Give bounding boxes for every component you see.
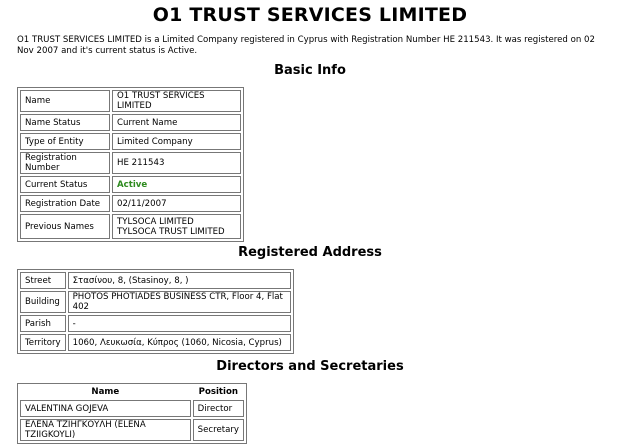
basic-info-heading: Basic Info	[274, 63, 346, 78]
intro-paragraph: O1 TRUST SERVICES LIMITED is a Limited Company registered in Cyprus with Registration Number HE 211543. It was registered on 02 Nov 2007 and it's current status is Active.	[17, 35, 595, 56]
table-row	[20, 291, 291, 313]
row-label: Street	[20, 272, 66, 289]
table-row	[20, 334, 291, 351]
row-value: Current Name	[112, 114, 241, 131]
row-label: Registration Date	[20, 195, 110, 212]
column-header-name: Name	[91, 387, 120, 397]
table-row	[20, 315, 291, 332]
row-label: Name Status	[20, 114, 110, 131]
row-label: Name	[20, 90, 110, 112]
status-active-value: Active	[112, 176, 241, 193]
table-header-row	[20, 386, 244, 398]
row-label: Type of Entity	[20, 133, 110, 150]
row-label: Building	[20, 291, 66, 313]
directors-heading: Directors and Secretaries	[216, 359, 404, 374]
row-label: Territory	[20, 334, 66, 351]
registered-address-table	[17, 269, 294, 354]
row-label: Parish	[20, 315, 66, 332]
table-row	[20, 419, 244, 441]
table-row	[20, 114, 241, 131]
table-row	[20, 176, 241, 193]
previous-name: TYLSOCA LIMITED	[117, 216, 194, 227]
row-value: Limited Company	[112, 133, 241, 150]
row-value: O1 TRUST SERVICES LIMITED	[112, 90, 241, 112]
row-label: Current Status	[20, 176, 110, 193]
row-value: PHOTOS PHOTIADES BUSINESS CTR, Floor 4, Flat 402	[68, 291, 291, 313]
row-value: Στασίνου, 8, (Stasinoy, 8, )	[68, 272, 291, 289]
table-row	[20, 133, 241, 150]
row-value: 02/11/2007	[112, 195, 241, 212]
registered-address-heading: Registered Address	[238, 245, 382, 260]
directors-table	[17, 383, 247, 444]
table-row	[20, 400, 244, 417]
column-header-position: Position	[198, 387, 238, 397]
row-value: -	[68, 315, 291, 332]
page-title: O1 TRUST SERVICES LIMITED	[152, 4, 468, 26]
row-label: Registration Number	[20, 152, 110, 174]
director-name: ΕΛΕΝΑ ΤΖΙΗΓΚΟΥΛΗ (ELENA TZIIGKOYLI)	[20, 419, 191, 441]
previous-names-value	[112, 214, 241, 239]
director-name: VALENTINA GOJEVA	[20, 400, 191, 417]
row-value: 1060, Λευκωσία, Κύπρος (1060, Nicosia, Cyprus)	[68, 334, 291, 351]
table-row	[20, 195, 241, 212]
director-position: Director	[193, 400, 244, 417]
director-position: Secretary	[193, 419, 244, 441]
table-row	[20, 152, 241, 174]
row-value: HE 211543	[112, 152, 241, 174]
table-row	[20, 272, 291, 289]
table-row	[20, 214, 241, 239]
table-row	[20, 90, 241, 112]
row-label: Previous Names	[20, 214, 110, 239]
previous-name: TYLSOCA TRUST LIMITED	[117, 226, 225, 237]
basic-info-table	[17, 87, 244, 242]
